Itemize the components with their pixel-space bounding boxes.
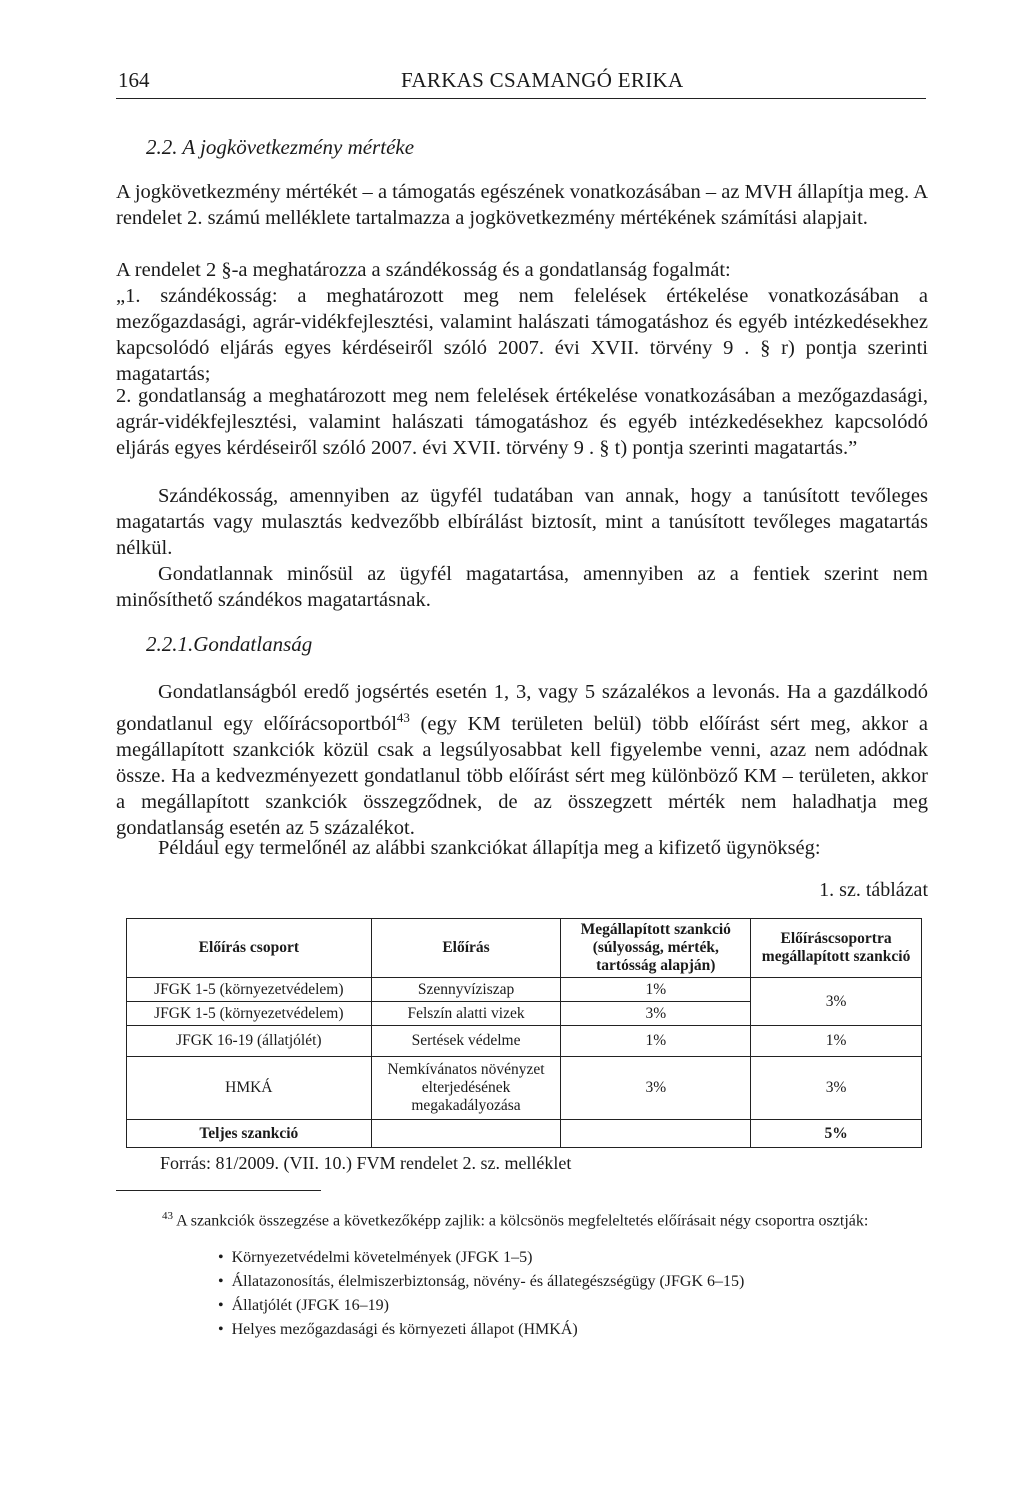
definition-negligence: 2. gondatlanság a meghatározott meg nem felelések értékelése vonatkozásában a mezőgazdasági, agrár-vidékfejlesztési, valamint halászati támogatáshoz és egyéb intézkedésekhez kapcsolódó eljárás egyes kérdéseiről szóló 2007. évi XVII. törvény 9 . § t) pontja szerinti magatartás.” — [116, 385, 928, 459]
section-paragraph-intent: Szándékosság, amennyiben az ügyfél tudatában van annak, hogy a tanúsított tevőleges magatartás vagy mulasztás kedvezőbb elbírálást biztosít, mint a tanúsított tevőleges magatartás nélkül. — [116, 485, 928, 559]
subsection-title: 2.2.1.Gondatlanság — [146, 632, 313, 656]
cell-group-sanction: 3% — [751, 978, 922, 1026]
footnote-list-item: • Állatazonosítás, élelmiszerbiztonság, növény- és állategészségügy (JFGK 6–15) — [232, 1270, 744, 1294]
cell-rule: Felszín alatti vizek — [371, 1002, 561, 1026]
footnote-list-item: • Állatjólét (JFGK 16–19) — [232, 1294, 744, 1318]
cell-rule: Szennyvíziszap — [371, 978, 561, 1002]
cell-group: HMKÁ — [127, 1057, 372, 1120]
subsection-paragraph-2: Például egy termelőnél az alábbi szankciókat állapítja meg a kifizető ügynökség: — [158, 837, 821, 859]
cell-rule: Nemkívánatos növényzet elterjedésének megakadályozása — [371, 1057, 561, 1120]
footnote-divider — [116, 1190, 321, 1191]
footnote-number: 43 — [162, 1210, 173, 1222]
section-paragraph-negligence: Gondatlannak minősül az ügyfél magatartása, amennyiben az a fentiek szerint nem minősíthető szándékos magatartásnak. — [116, 563, 928, 611]
page-number: 164 — [118, 68, 150, 92]
cell-group: JFGK 16-19 (állatjólét) — [127, 1026, 372, 1057]
cell-group: JFGK 1-5 (környezetvédelem) — [127, 1002, 372, 1026]
subsection-paragraph-1 — [116, 679, 928, 841]
cell-sanction: 3% — [561, 1057, 751, 1120]
table-row — [127, 1026, 922, 1057]
header-rule: Előírás — [371, 919, 561, 978]
cell-sanction: 3% — [561, 1002, 751, 1026]
header-group-sanction: Előíráscsoportra megállapított szankció — [751, 919, 922, 978]
header-group: Előírás csoport — [127, 919, 372, 978]
footnote-list-item: • Környezetvédelmi követelmények (JFGK 1–5) — [232, 1246, 744, 1270]
total-value: 5% — [751, 1120, 922, 1148]
header-sanction: Megállapított szankció (súlyosság, mérték, tartósság alapján) — [561, 919, 751, 978]
subsection-paragraph-1-text: Gondatlanságból eredő jogsértés esetén 1, 3, vagy 5 százalékos a levonás. Ha a gazdálkodó gondatlanul egy előírácsoportból — [116, 681, 928, 735]
running-header-author: FARKAS CSAMANGÓ ERIKA — [401, 68, 684, 92]
cell-empty — [371, 1120, 561, 1148]
definition-intent: „1. szándékosság: a meghatározott meg nem felelések értékelése vonatkozásában a mezőgazdasági, agrár-vidékfejlesztési, valamint halászati támogatáshoz és egyéb intézkedésekhez kapcsolódó eljárás egyes kérdéseiről szóló 2007. évi XVII. törvény 9 . § r) pontja szerinti magatartás; — [116, 285, 928, 385]
section-title: 2.2. A jogkövetkezmény mértéke — [146, 135, 415, 159]
subsection-paragraph-1-text-continued: (egy KM területen belül) több előírást sért meg, akkor a megállapított szankciók közül csak a legsúlyosabbat kell figyelembe venni, azaz nem adódnak össze. Ha a kedvezményezett gondatlanul több előírást sért meg különböző KM – területen, akkor a megállapított szankciók összegződnek, de az összegzett mérték nem haladhatja meg gondatlanság esetén az 5 százalékot. — [116, 712, 929, 839]
section-paragraph-1: A jogkövetkezmény mértékét – a támogatás egészének vonatkozásában – az MVH állapítja meg. A rendelet 2. számú melléklete tartalmazza a jogkövetkezmény mértékének számítási alapjait. — [116, 181, 928, 229]
cell-sanction: 1% — [561, 1026, 751, 1057]
cell-group-sanction: 1% — [751, 1026, 922, 1057]
footnote-reference: 43 — [396, 710, 410, 725]
running-header — [116, 68, 926, 99]
table-total-row — [127, 1120, 922, 1148]
table-row — [127, 1057, 922, 1120]
footnote-list-item: • Helyes mezőgazdasági és környezeti állapot (HMKÁ) — [232, 1318, 744, 1342]
table-source: Forrás: 81/2009. (VII. 10.) FVM rendelet 2. sz. melléklet — [160, 1153, 572, 1173]
cell-group: JFGK 1-5 (környezetvédelem) — [127, 978, 372, 1002]
table-row — [127, 978, 922, 1002]
cell-group-sanction: 3% — [751, 1057, 922, 1120]
footnote-text: A szankciók összegzése a következőképp zajlik: a kölcsönös megfeleltetés előírásait négy csoportra osztják: — [173, 1212, 869, 1230]
total-label: Teljes szankció — [127, 1120, 372, 1148]
cell-rule: Sertések védelme — [371, 1026, 561, 1057]
table-header-row — [127, 919, 922, 978]
section-paragraph-2: A rendelet 2 §-a meghatározza a szándékosság és a gondatlanság fogalmát: — [116, 259, 731, 281]
table-caption: 1. sz. táblázat — [819, 879, 928, 901]
footnote — [116, 1206, 928, 1231]
footnote-list — [232, 1246, 744, 1342]
cell-sanction: 1% — [561, 978, 751, 1002]
cell-empty — [561, 1120, 751, 1148]
sanction-table — [126, 918, 922, 1148]
